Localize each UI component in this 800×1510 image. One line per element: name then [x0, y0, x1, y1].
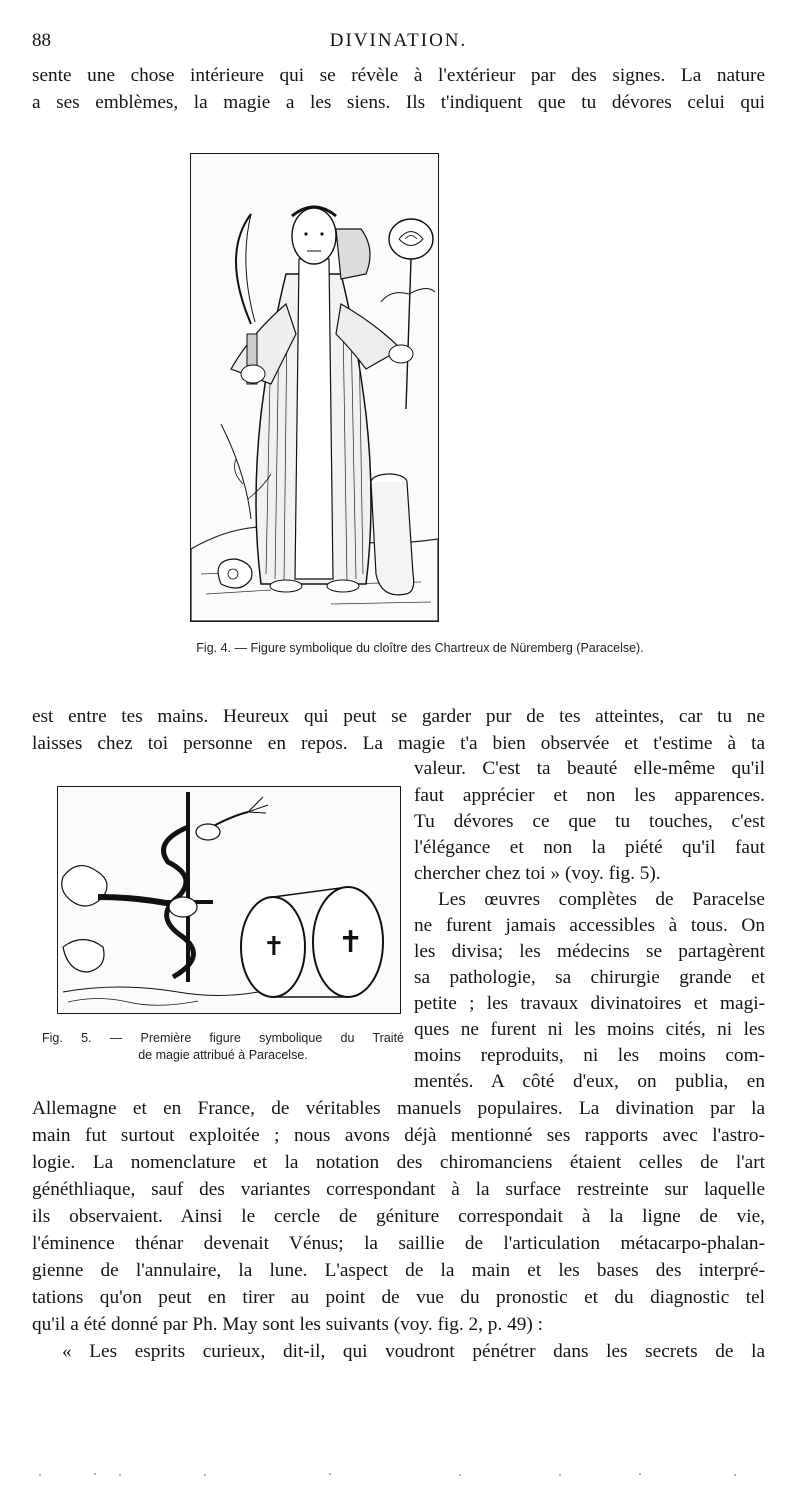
svg-text:✝: ✝: [263, 932, 285, 962]
text-line: a ses emblèmes, la magie a les siens. Ils t'indiquent que tu dévores celui qui: [32, 92, 765, 113]
figure-5-caption-line-1: Fig. 5. — Première figure symbolique du Traité: [42, 1031, 404, 1045]
text-line: logie. La nomenclature et la notation des chiromanciens étaient celles de l'art: [32, 1152, 765, 1173]
text-line: faut apprécier et non les apparences.: [414, 785, 765, 806]
page-header: [32, 30, 765, 56]
figure-4-caption: Fig. 4. — Figure symbolique du cloître des Chartreux de Nüremberg (Paracelse).: [196, 641, 644, 655]
text-line: les divisa; les médecins se partagèrent: [414, 941, 765, 962]
text-line: l'élégance et non la piété qu'il faut: [414, 837, 765, 858]
text-line: Les œuvres complètes de Paracelse: [438, 889, 765, 910]
text-line: Allemagne et en France, de véritables manuels populaires. La divination par la: [32, 1098, 765, 1119]
figure-5-caption-line-2: de magie attribué à Paracelse.: [138, 1048, 308, 1062]
text-line: chercher chez toi » (voy. fig. 5).: [414, 863, 661, 884]
svg-text:✝: ✝: [338, 925, 364, 960]
text-line: généthliaque, sauf des variantes correspondant à la surface restreinte sur laquelle: [32, 1179, 765, 1200]
text-line: est entre tes mains. Heureux qui peut se garder pur de tes atteintes, car tu ne: [32, 706, 765, 727]
text-line: moins reproduits, ni les moins com-: [414, 1045, 765, 1066]
sword-illustration: [58, 787, 400, 1013]
scan-specks: [0, 1470, 800, 1480]
text-line: valeur. C'est ta beauté elle-même qu'il: [414, 758, 765, 779]
figure-5-caption: [42, 1030, 404, 1064]
text-line: sente une chose intérieure qui se révèle à l'extérieur par des signes. La nature: [32, 65, 765, 86]
text-line: main fut surtout exploitée ; nous avons déjà mentionné ses rapports avec l'astro-: [32, 1125, 765, 1146]
text-line: mentés. A côté d'eux, on publia, en: [414, 1071, 765, 1092]
text-line: ques ne furent ni les moins cités, ni les: [414, 1019, 765, 1040]
page-number: 88: [32, 30, 51, 51]
figure-5-sword-engraving: [57, 786, 401, 1014]
text-line: ne furent jamais accessibles à tous. On: [414, 915, 765, 936]
text-line: l'éminence thénar devenait Vénus; la saillie de l'articulation métacarpo-phalan-: [32, 1233, 765, 1254]
monk-illustration: [191, 154, 438, 621]
text-line: Tu dévores ce que tu touches, c'est: [414, 811, 765, 832]
text-line: « Les esprits curieux, dit-il, qui voudront pénétrer dans les secrets de la: [62, 1341, 765, 1362]
text-line: qu'il a été donné par Ph. May sont les suivants (voy. fig. 2, p. 49) :: [32, 1314, 543, 1335]
text-line: tations qu'on peut en tirer au point de vue du pronostic et du diagnostic tel: [32, 1287, 765, 1308]
text-line: petite ; les travaux divinatoires et magi-: [414, 993, 765, 1014]
text-line: laisses chez toi personne en repos. La magie t'a bien observée et t'estime à ta: [32, 733, 765, 754]
text-line: gienne de l'annulaire, la lune. L'aspect de la main et les bases des interpré-: [32, 1260, 765, 1281]
text-line: ils observaient. Ainsi le cercle de géniture correspondait à la ligne de vie,: [32, 1206, 765, 1227]
running-title: DIVINATION.: [329, 30, 468, 51]
figure-4-monk-engraving: [190, 153, 439, 622]
text-line: sa pathologie, sa chirurgie grande et: [414, 967, 765, 988]
